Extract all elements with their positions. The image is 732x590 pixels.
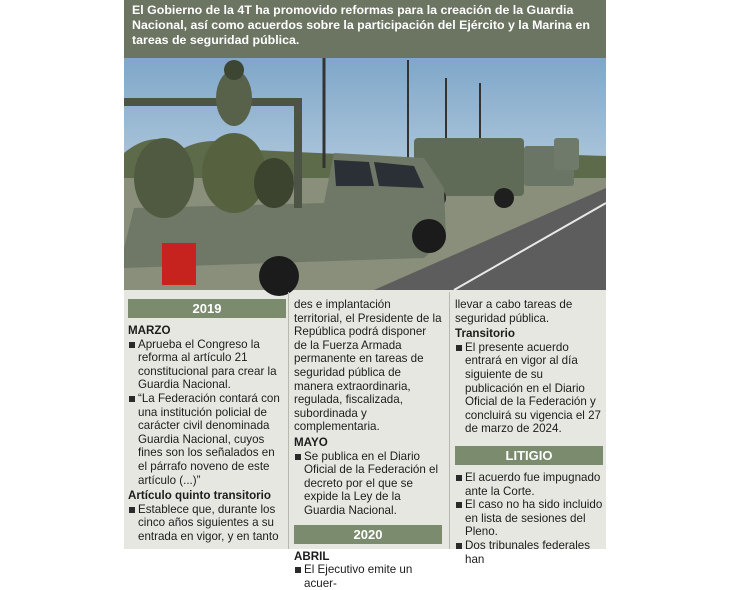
column-3 [455, 292, 603, 566]
month-heading: MAYO [294, 435, 328, 449]
bullet-item: El acuerdo fue impugnado ante la Corte. [455, 471, 603, 498]
bullet-item: Aprueba el Congreso la reforma al artículo 21 constitucional para crear la Guardia Nacional. [128, 338, 286, 392]
bullet-item: El presente acuerdo entrará en vigor al día siguiente de su publicación en el Diario Oficial de la Federación y concluirá su vigencia el 27 de marzo de 2024. [455, 341, 603, 436]
year-bar: 2019 [128, 299, 286, 318]
bullet-item: El Ejecutivo emite un acuer- [294, 563, 442, 590]
month-heading: ABRIL [294, 549, 330, 563]
bullet-item: “La Federación contará con una institución policial de carácter civil denominada Guardia Nacional, cuyos fines son los señalados en el párrafo noveno de este artículo (...)” [128, 392, 286, 487]
bullet-item: Se publica en el Diario Oficial de la Federación el decreto por el que se expide la Ley de la Guardia Nacional. [294, 450, 442, 518]
column-divider [449, 292, 450, 549]
infographic-panel [124, 0, 606, 590]
year-bar: 2020 [294, 525, 442, 544]
section-bar: LITIGIO [455, 446, 603, 465]
continued-text: llevar a cabo tareas de seguridad pública. [455, 298, 573, 325]
header-banner [124, 0, 606, 58]
continued-text: des e implantación territorial, el Presidente de la República podrá disponer de la Fuerza Armada permanente en tareas de seguridad pública de manera extraordinaria, regulada, fiscalizada, subordinada y complementaria. [294, 298, 442, 434]
section-heading: Transitorio [455, 327, 515, 341]
section-heading: Artículo quinto transitorio [128, 489, 271, 503]
month-heading: MARZO [128, 324, 171, 337]
column-1 [128, 292, 286, 544]
bullet-item: Dos tribunales federales han [455, 539, 603, 566]
bullet-item: Establece que, durante los cinco años siguientes a su entrada en vigor, y en tanto [128, 503, 286, 544]
column-2 [294, 292, 442, 590]
military-convoy-photo [124, 58, 606, 290]
column-divider [288, 292, 289, 549]
bullet-item: El caso no ha sido incluido en lista de sesiones del Pleno. [455, 498, 603, 539]
header-text: El Gobierno de la 4T ha promovido reformas para la creación de la Guardia Nacional, así como acuerdos sobre la participación del Ejército y la Marina en tareas de seguridad pública. [132, 3, 590, 47]
